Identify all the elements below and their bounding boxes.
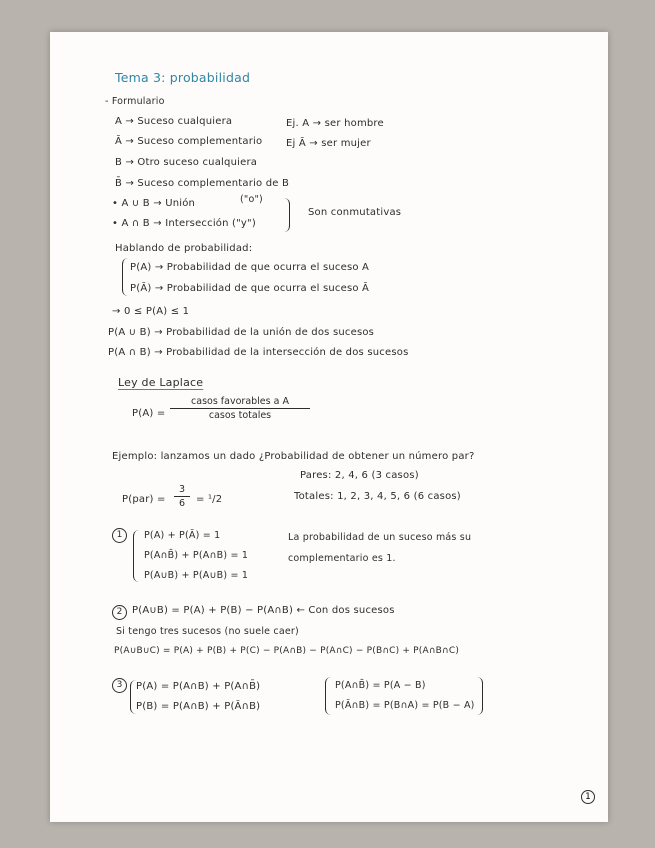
ejemplo-lhs: P(par) = [122,494,166,505]
def-union-quote: ("o") [240,194,263,205]
def-a: A → Suceso cualquiera [115,116,233,127]
hablando-heading: Hablando de probabilidad: [115,243,253,254]
ejemplo-text: Ejemplo: lanzamos un dado ¿Probabilidad de obtener un número par? [112,451,475,462]
right-brace [284,198,290,232]
rule3-number: 3 [112,678,127,693]
left-brace [122,258,128,296]
page-title: Tema 3: probabilidad [115,70,251,85]
def-bbar: B̄ → Suceso complementario de B [115,178,290,189]
def-inter: • A ∩ B → Intersección ("y") [112,218,256,229]
laplace-numerator: casos favorables a A [170,396,310,409]
prob-union: P(A ∪ B) → Probabilidad de la unión de dos sucesos [108,327,375,338]
rule1-line2: P(A∩B̄) + P(A∩B) = 1 [144,550,249,561]
rule2-line1: P(A∪B) = P(A) + P(B) − P(A∩B) ← Con dos sucesos [132,605,395,616]
ejemplo-pares: Pares: 2, 4, 6 (3 casos) [300,470,419,481]
conmutativas-note: Son conmutativas [308,207,402,218]
rule3-line2: P(B) = P(A∩B) + P(Ā∩B) [136,701,261,712]
prob-pabar: P(Ā) → Probabilidad de que ocurra el suceso Ā [130,283,370,294]
rule2-line2: Si tengo tres sucesos (no suele caer) [116,626,299,637]
def-abar-example: Ej Ā → ser mujer [286,138,371,149]
rule1-number: 1 [112,528,127,543]
rule1-brace [133,530,139,582]
rule3-paren-right [477,677,483,715]
formulario-label: - Formulario [105,96,165,107]
ejemplo-fraction [174,484,190,509]
rule3-paren-left [325,677,331,715]
ejemplo-denominator: 6 [178,498,186,509]
rule1-line3: P(A∪B) + P(A∪B) = 1 [144,570,249,581]
notebook-page [50,32,608,822]
ejemplo-totales: Totales: 1, 2, 3, 4, 5, 6 (6 casos) [294,491,461,502]
ejemplo-numerator: 3 [174,484,190,497]
laplace-denominator: casos totales [208,410,272,421]
ejemplo-rhs: = ¹/2 [196,494,223,505]
prob-inter: P(A ∩ B) → Probabilidad de la intersección de dos sucesos [108,347,409,358]
rule1-line1: P(A) + P(Ā) = 1 [144,530,221,541]
page-number: 1 [581,790,595,804]
laplace-heading: Ley de Laplace [118,376,204,389]
laplace-fraction [170,396,310,421]
rule2-number: 2 [112,605,127,620]
rule1-note2: complementario es 1. [288,553,396,564]
rule2-line3: P(A∪B∪C) = P(A) + P(B) + P(C) − P(A∩B) − P(A∩C) − P(B∩C) + P(A∩B∩C) [114,646,460,656]
rule3-right1: P(A∩B̄) = P(A − B) [335,680,426,691]
rule3-right2: P(Ā∩B) = P(B∩A) = P(B − A) [335,700,475,711]
laplace-lhs: P(A) = [132,408,166,419]
prob-pa: P(A) → Probabilidad de que ocurra el suceso A [130,262,370,273]
prob-range: → 0 ≤ P(A) ≤ 1 [112,306,190,317]
def-a-example: Ej. A → ser hombre [286,118,384,129]
def-abar: Ā → Suceso complementario [115,136,263,147]
def-union: • A ∪ B → Unión [112,198,196,209]
rule3-line1: P(A) = P(A∩B) + P(A∩B̄) [136,681,261,692]
def-b: B → Otro suceso cualquiera [115,157,258,168]
rule1-note1: La probabilidad de un suceso más su [288,532,472,543]
